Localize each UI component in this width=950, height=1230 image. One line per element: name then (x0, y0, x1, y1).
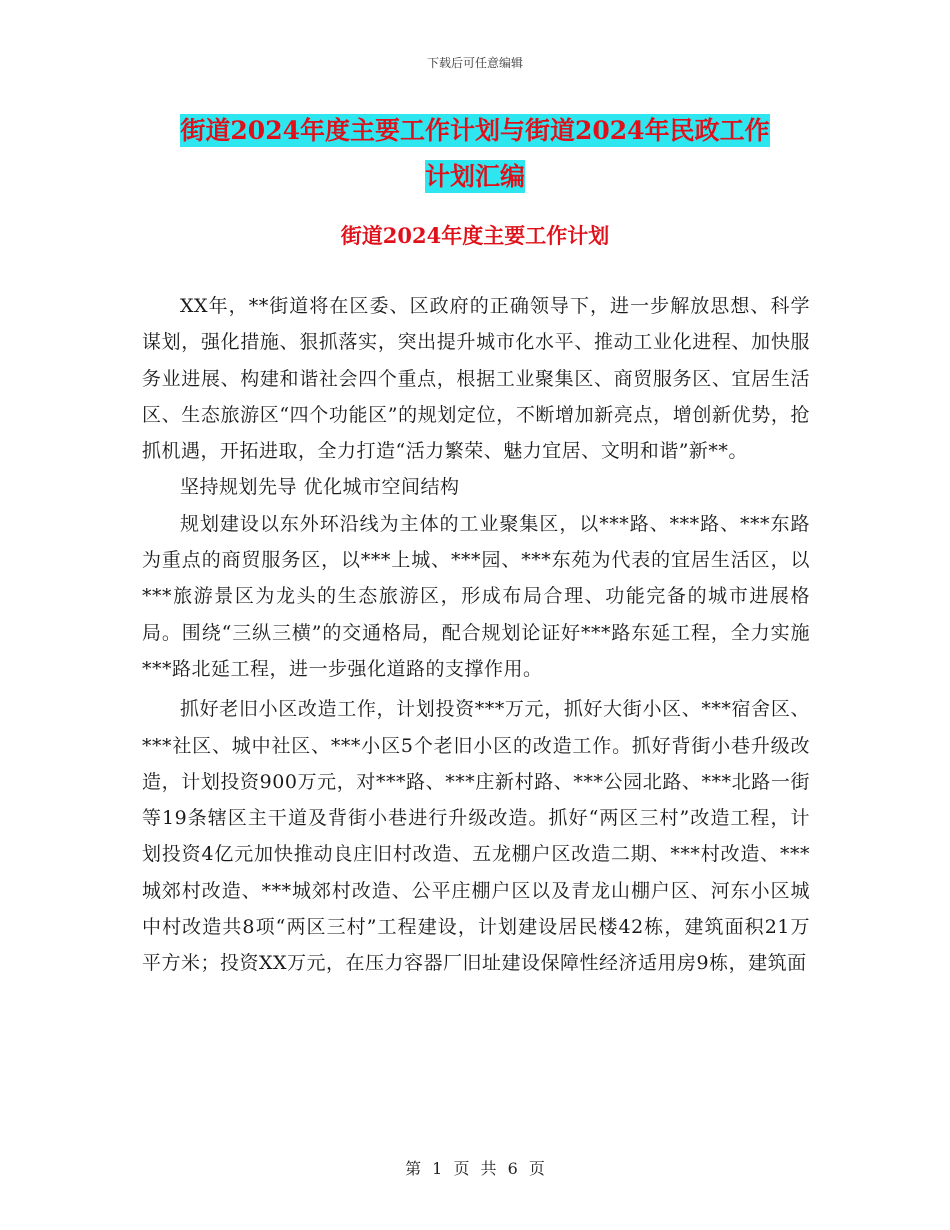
section-title: 街道2024年度主要工作计划 (340, 223, 610, 248)
paragraph-heading: 坚持规划先导 优化城市空间结构 (180, 476, 460, 499)
title-line-2: 计划汇编 (424, 162, 525, 191)
page-footer: 第 1 页 共 6 页 (405, 1159, 545, 1178)
paragraph: 规划建设以东外环沿线为主体的工业聚集区，以***路、***路、***东路为重点的商贸服务区，以***上城、***园、***东苑为代表的宜居生活区，以***旅游景区为龙头的生态旅游区，形成布局合理、功能完备的城市进展格局。围绕“三纵三横”的交通格局，配合规划论证好***路东延工程，全力实施***路北延工程，进一步强化道路的支撑作用。 (142, 512, 810, 680)
document-title (140, 108, 810, 200)
paragraph: XX年，**街道将在区委、区政府的正确领导下，进一步解放思想、科学谋划，强化措施、狠抓落实，突出提升城市化水平、推动工业化进程、加快服务业进展、构建和谐社会四个重点，根据工业聚集区、商贸服务区、宜居生活区、生态旅游区“四个功能区”的规划定位，不断增加新亮点，增创新优势，抢抓机遇，开拓进取，全力打造“活力繁荣、魅力宜居、文明和谐”新**。 (142, 295, 810, 463)
paragraph: 抓好老旧小区改造工作，计划投资***万元，抓好大街小区、***宿舍区、***社区、城中社区、***小区5个老旧小区的改造工作。抓好背街小巷升级改造，计划投资900万元，对***路、***庄新村路、***公园北路、***北路一街等19条辖区主干道及背街小巷进行升级改造。抓好“两区三村”改造工程，计划投资4亿元加快推动良庄旧村改造、五龙棚户区改造二期、***村改造、***城郊村改造、***城郊村改造、公平庄棚户区以及青龙山棚户区、河东小区城中村改造共8项“两区三村”工程建设，计划建设居民楼42栋，建筑面积21万平方米；投资XX万元，在压力容器厂旧址建设保障性经济适用房9栋，建筑面 (142, 698, 810, 975)
document-body (142, 288, 810, 982)
header-note: 下载后可任意编辑 (426, 56, 523, 70)
title-line-1: 街道2024年度主要工作计划与街道2024年民政工作 (180, 116, 770, 145)
